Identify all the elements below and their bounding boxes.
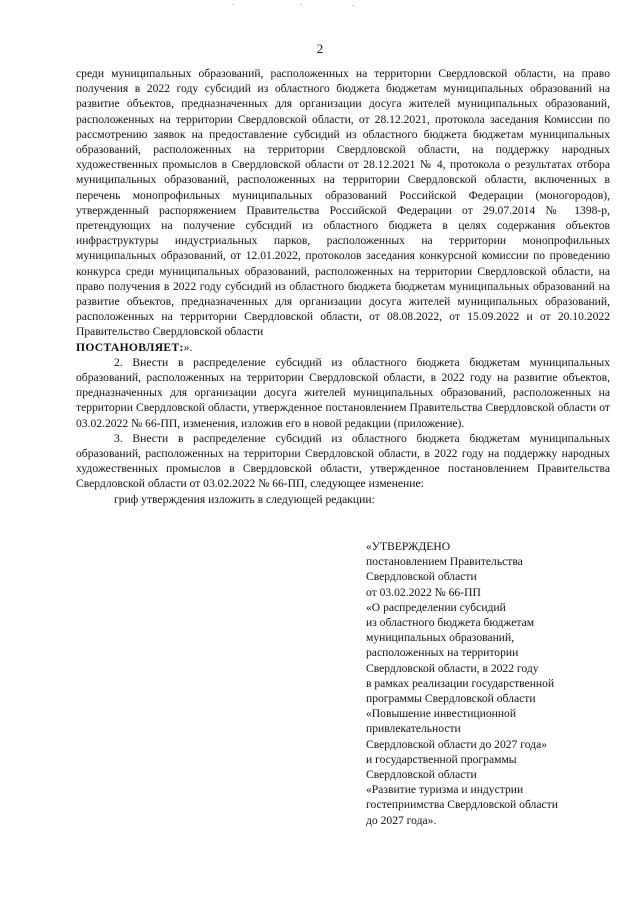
paragraph-3: 3. Внести в распределение субсидий из областного бюджета бюджетам муниципальных образований, расположенных на территории Свердловской области, в 2022 году на поддержку народных художественных промыслов в Свердловской области, утвержденное постановлением Правительства Свердловской области от 03.02.2022 № 66-ПП, следующее изменение: xyxy=(76,431,610,491)
paragraph-1: среди муниципальных образований, расположенных на территории Свердловской области, на право получения в 2022 году субсидий из областного бюджета бюджетам муниципальных образований на развитие объектов, предназначенных для организации досуга жителей муниципальных образований, расположенных на территории Свердловской области, от 28.12.2021, протокола заседания Комиссии по рассмотрению заявок на предоставление субсидий из областного бюджета бюджетам муниципальных образований, расположенных на территории Свердловской области, на поддержку народных художественных промыслов в Свердловской области от 28.12.2021 № 4, протокола о результатах отбора муниципальных образований, расположенных на территории Свердловской области, включенных в перечень монопрофильных муниципальных образований Российской Федерации (моногородов), утвержденный распоряжением Правительства Российской Федерации от 29.07.2014 № 1398-р, претендующих на получение субсидий из областного бюджета в целях содержания объектов инфраструктуры индустриальных парков, расположенных на территории монопрофильных муниципальных образований, от 12.01.2022, протоколов заседания конкурсной комиссии по проведению конкурса среди муниципальных образований, расположенных на территории Свердловской области, на право получения в 2022 году субсидий из областного бюджета бюджетам муниципальных образований на развитие объектов, предназначенных для организации досуга жителей муниципальных образований, расположенных на территории Свердловской области, от 08.08.2022, от 15.09.2022 и от 20.10.2022 Правительство Свердловской области xyxy=(76,67,610,339)
approval-line: Свердловской области xyxy=(366,570,477,584)
approval-line: до 2027 года». xyxy=(366,813,437,827)
approval-line: программы Свердловской области xyxy=(366,692,536,706)
approval-line: постановлением Правительства xyxy=(366,555,523,569)
document-body xyxy=(76,66,610,507)
approval-line: Свердловской области до 2027 года» xyxy=(366,737,548,751)
approval-line: расположенных на территории xyxy=(366,646,519,660)
approval-line: Свердловской области, в 2022 году xyxy=(366,661,539,675)
scan-speck xyxy=(300,4,302,5)
grif-intro: гриф утверждения изложить в следующей редакции: xyxy=(114,492,375,506)
decree-line xyxy=(76,340,610,355)
paragraph-2: 2. Внести в распределение субсидий из областного бюджета бюджетам муниципальных образований, расположенных на территории Свердловской области, в 2022 году на развитие объектов, предназначенных для организации досуга жителей муниципальных образований, расположенных на территории Свердловской области, утвержденное постановлением Правительства Свердловской области от 03.02.2022 № 66-ПП, изменения, изложив его в новой редакции (приложение). xyxy=(76,355,610,430)
approval-line: от 03.02.2022 № 66-ПП xyxy=(366,585,481,599)
decree-word: ПОСТАНОВЛЯЕТ: xyxy=(76,340,184,354)
approval-line: привлекательности xyxy=(366,722,461,736)
approval-line: «О распределении субсидий xyxy=(366,600,506,614)
approval-line: Свердловской области xyxy=(366,768,477,782)
approval-line: в рамках реализации государственной xyxy=(366,676,555,690)
decree-tail: ». xyxy=(183,340,193,354)
approval-line: муниципальных образований, xyxy=(366,631,515,645)
approval-line: «УТВЕРЖДЕНО xyxy=(366,540,451,553)
approval-line: из областного бюджета бюджетам xyxy=(366,616,535,630)
scan-speck xyxy=(232,4,234,5)
approval-line: гостеприимства Свердловской области xyxy=(366,798,558,812)
scan-speck xyxy=(352,5,354,6)
approval-line: «Развитие туризма и индустрии xyxy=(366,783,524,797)
approval-stamp xyxy=(366,539,606,828)
approval-line: и государственной программы xyxy=(366,752,517,766)
approval-line: «Повышение инвестиционной xyxy=(366,707,517,721)
page-number: 2 xyxy=(316,41,324,56)
